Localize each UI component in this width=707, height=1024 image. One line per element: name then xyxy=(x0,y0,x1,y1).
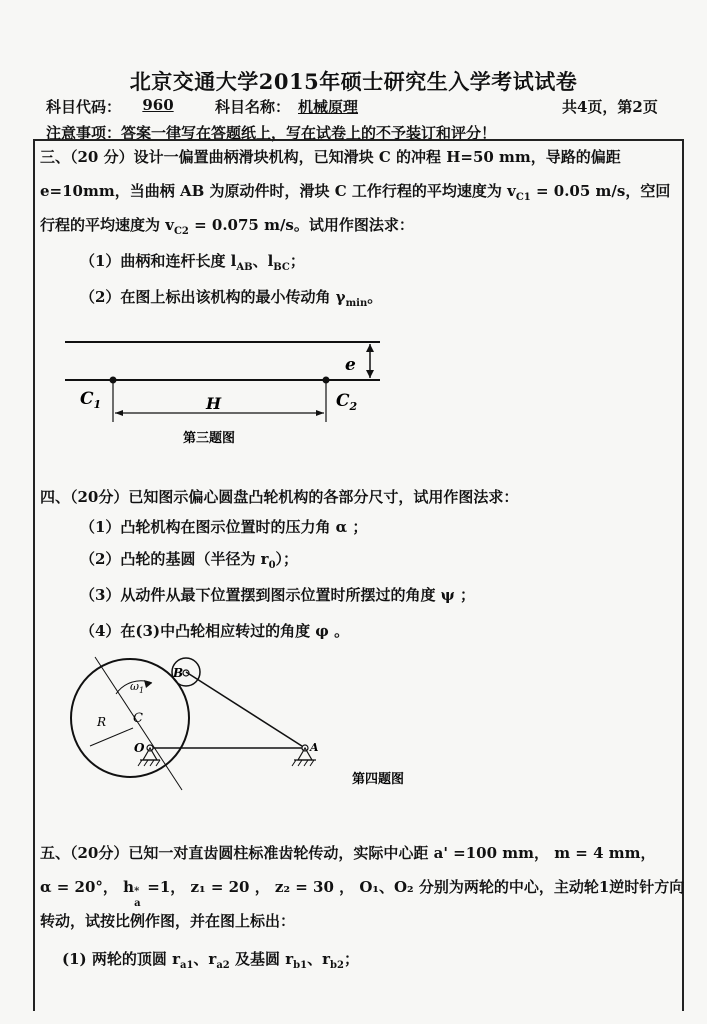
label-c: C xyxy=(133,711,143,726)
q4-item2-tail: ）； xyxy=(275,550,299,568)
q3-item1-text: （1）曲柄和连杆长度 l xyxy=(80,252,237,270)
q5-item1 xyxy=(62,948,359,971)
q4-item2-sub: 0 xyxy=(268,560,276,571)
subject-name-value: 机械原理 xyxy=(298,98,359,116)
q5-item1-mid: 、r xyxy=(193,950,217,968)
q4-item1: （1）凸轮机构在图示位置时的压力角 α ； xyxy=(80,518,368,536)
label-b: B xyxy=(173,666,184,680)
subject-code-value: 960 xyxy=(142,96,174,114)
q3-item2-text: （2）在图上标出该机构的最小传动角 γ xyxy=(80,288,346,306)
q4-item4: （4）在(3)中凸轮相应转过的角度 φ 。 xyxy=(80,622,350,640)
q3-line1: 三、（20 分）设计一偏置曲柄滑块机构，已知滑块 C 的冲程 H=50 mm，导路的偏距 xyxy=(40,148,621,166)
q3-line2-sub: C1 xyxy=(515,192,531,203)
figure-3-caption: 第三题图 xyxy=(183,431,236,446)
q3-line3-tail: = 0.075 m/s。试用作图法求： xyxy=(188,216,414,234)
label-a: A xyxy=(310,741,319,754)
label-e: e xyxy=(345,355,356,375)
q3-item2-sub: min xyxy=(345,298,368,309)
subject-code-label: 科目代码： xyxy=(46,98,122,116)
q5-line2-sub: a xyxy=(134,898,141,909)
q5-item1-mid3: 、r xyxy=(307,950,330,968)
q5-item1-mid2: 及基圆 r xyxy=(229,950,294,968)
q3-line2-tail: = 0.05 m/s，空回 xyxy=(530,182,671,200)
q5-item1-sub2: a2 xyxy=(216,960,230,971)
notice-label: 注意事项： xyxy=(46,124,122,142)
subject-name-label: 科目名称： xyxy=(215,98,291,116)
q3-item1-tail: ； xyxy=(289,252,305,270)
q5-line3: 转动，试按比例作图，并在图上标出： xyxy=(40,912,296,930)
follower-arm xyxy=(186,672,305,748)
q5-line1: 五、（20分）已知一对直齿圆柱标准齿轮传动，实际中心距 a' =100 mm， m = 4 mm， xyxy=(40,844,656,862)
q5-line2-tail: =1， z₁ = 20 ， z₂ = 30 ， O₁、O₂ 分别为两轮的中心，主动轮1逆时针方向 xyxy=(142,878,685,896)
page-indicator: 共4页，第2页 xyxy=(562,98,658,116)
exam-title: 北京交通大学2015年硕士研究生入学考试试卷 xyxy=(129,69,578,94)
q5-line2-sup: * xyxy=(134,886,140,897)
q3-line2-text: e=10mm，当曲柄 AB 为原动件时，滑块 C 工作行程的平均速度为 v xyxy=(40,182,516,200)
q5-item1-tail: ； xyxy=(343,950,359,968)
label-r: R xyxy=(97,715,107,729)
label-c1: $C_1$ xyxy=(80,389,102,411)
q3-item2-tail: 。 xyxy=(367,288,383,306)
q3-item1-sub2: BC xyxy=(273,262,290,273)
radius-line xyxy=(90,728,133,746)
q4-item2-text: （2）凸轮的基圆（半径为 r xyxy=(80,550,269,568)
label-h: H xyxy=(206,394,222,413)
figure-4-caption: 第四题图 xyxy=(352,772,405,787)
q4-item3: （3）从动件从最下位置摆到图示位置时所摆过的角度 ψ ； xyxy=(80,586,476,604)
q5-item1-sub3: b1 xyxy=(293,960,308,971)
label-o: O xyxy=(134,741,145,755)
notice-text: 答案一律写在答题纸上，写在试卷上的不予装订和评分！ xyxy=(121,124,497,142)
q4-line1: 四、（20分）已知图示偏心圆盘凸轮机构的各部分尺寸，试用作图法求： xyxy=(40,488,519,506)
label-omega: $\omega_1$ xyxy=(130,680,145,695)
q5-item1-text: (1) 两轮的顶圆 r xyxy=(62,950,180,968)
q5-item1-sub4: b2 xyxy=(329,960,344,971)
q3-line3-text: 行程的平均速度为 v xyxy=(40,216,174,234)
q5-item1-sub1: a1 xyxy=(179,960,194,971)
label-c2: $C_2$ xyxy=(336,391,358,413)
q3-item1-sub1: AB xyxy=(236,262,253,273)
q3-item1-mid: 、l xyxy=(252,252,274,270)
q3-line3-sub: C2 xyxy=(173,226,189,237)
q5-line2-text: α = 20°， h xyxy=(40,878,135,896)
q5-line2 xyxy=(40,876,685,909)
cam-disc xyxy=(71,659,189,777)
